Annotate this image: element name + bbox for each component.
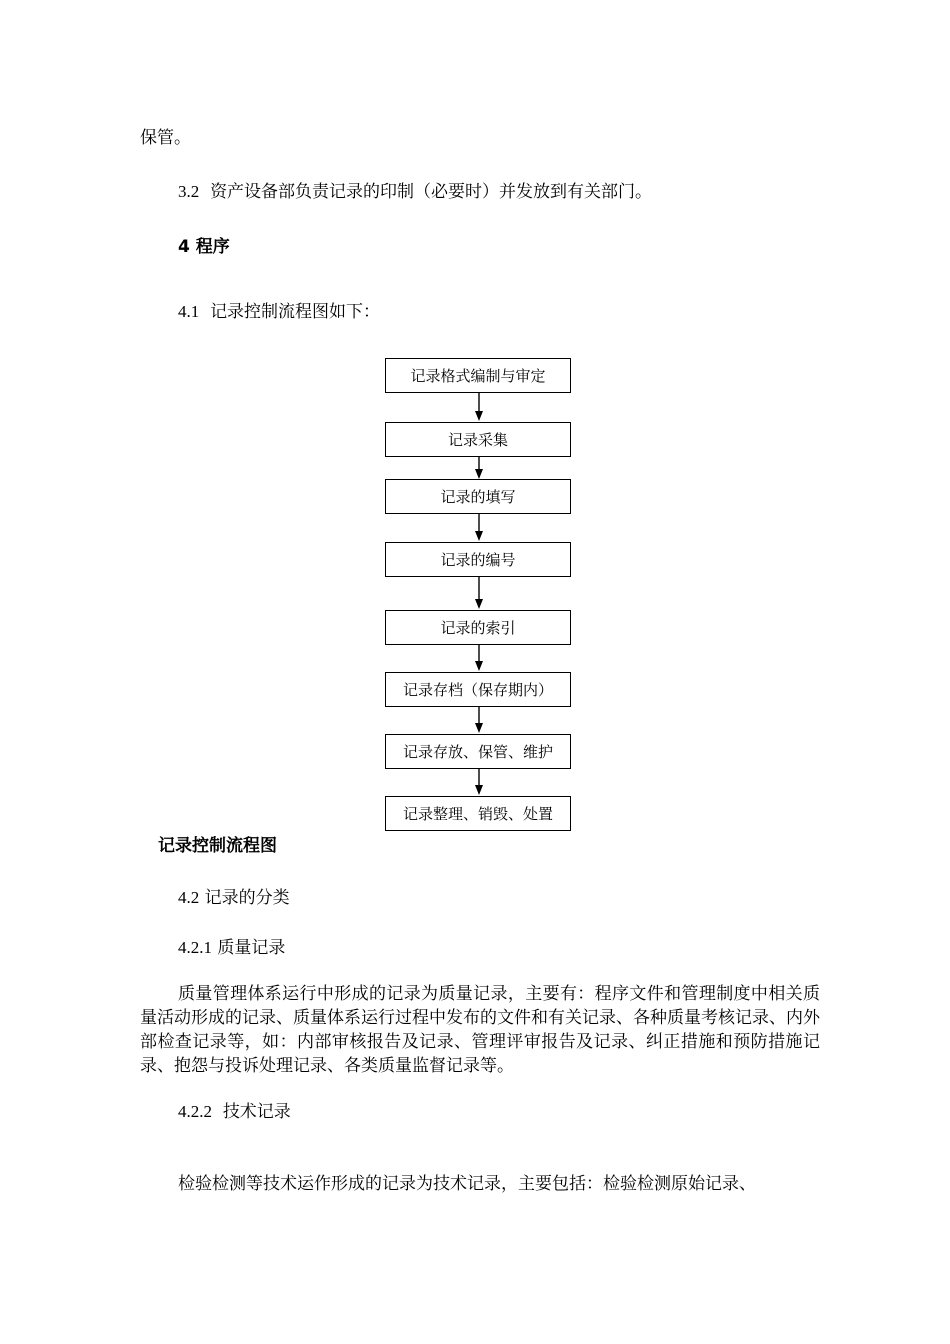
flow-step-3: 记录的填写	[385, 479, 571, 514]
flow-arrow	[470, 393, 488, 421]
text-line-4-1	[178, 300, 380, 324]
section-number: 3.2	[178, 182, 200, 201]
section-heading-4: 4 程序	[178, 237, 230, 257]
flow-step-1: 记录格式编制与审定	[385, 358, 571, 393]
text-line-3-2	[178, 180, 652, 204]
section-number: 4.2.1	[178, 938, 212, 957]
flow-step-4: 记录的编号	[385, 542, 571, 577]
section-number: 4.2	[178, 888, 200, 907]
flowchart-caption: 记录控制流程图	[158, 836, 277, 856]
section-number: 4.1	[178, 302, 200, 321]
section-number: 4.2.2	[178, 1102, 212, 1121]
flow-arrow	[470, 645, 488, 671]
section-text: 技术记录	[222, 1102, 291, 1122]
flow-arrow	[470, 457, 488, 479]
technical-records-paragraph: 检验检测等技术运作形成的记录为技术记录，主要包括：检验检测原始记录、	[178, 1174, 756, 1194]
section-text: 资产设备部负责记录的印制（必要时）并发放到有关部门。	[210, 182, 653, 202]
flow-step-5: 记录的索引	[385, 610, 571, 645]
text-line-4-2	[178, 886, 290, 910]
section-text: 记录的分类	[204, 888, 290, 908]
flow-step-2: 记录采集	[385, 422, 571, 457]
flow-arrow	[470, 577, 488, 609]
flow-arrow	[470, 707, 488, 733]
quality-records-paragraph: 质量管理体系运行中形成的记录为质量记录，主要有：程序文件和管理制度中相关质量活动形成的记录、质量体系运行过程中发布的文件和有关记录、各种质量考核记录、内外部检查记录等，如：内部审核报告及记录、管理评审报告及记录、纠正措施和预防措施记录、抱怨与投诉处理记录、各类质量监督记录等。	[140, 984, 820, 1076]
section-text: 记录控制流程图如下：	[210, 302, 381, 322]
flow-arrow	[470, 769, 488, 795]
flow-step-8: 记录整理、销毁、处置	[385, 796, 571, 831]
text-line-4-2-2	[178, 1100, 291, 1124]
text-line-1: 保管。	[140, 128, 191, 148]
flowchart	[380, 352, 580, 842]
section-text: 质量记录	[217, 938, 286, 958]
text-line-4-2-1	[178, 936, 285, 960]
flow-step-6: 记录存档（保存期内）	[385, 672, 571, 707]
flow-step-7: 记录存放、保管、维护	[385, 734, 571, 769]
flow-arrow	[470, 514, 488, 541]
